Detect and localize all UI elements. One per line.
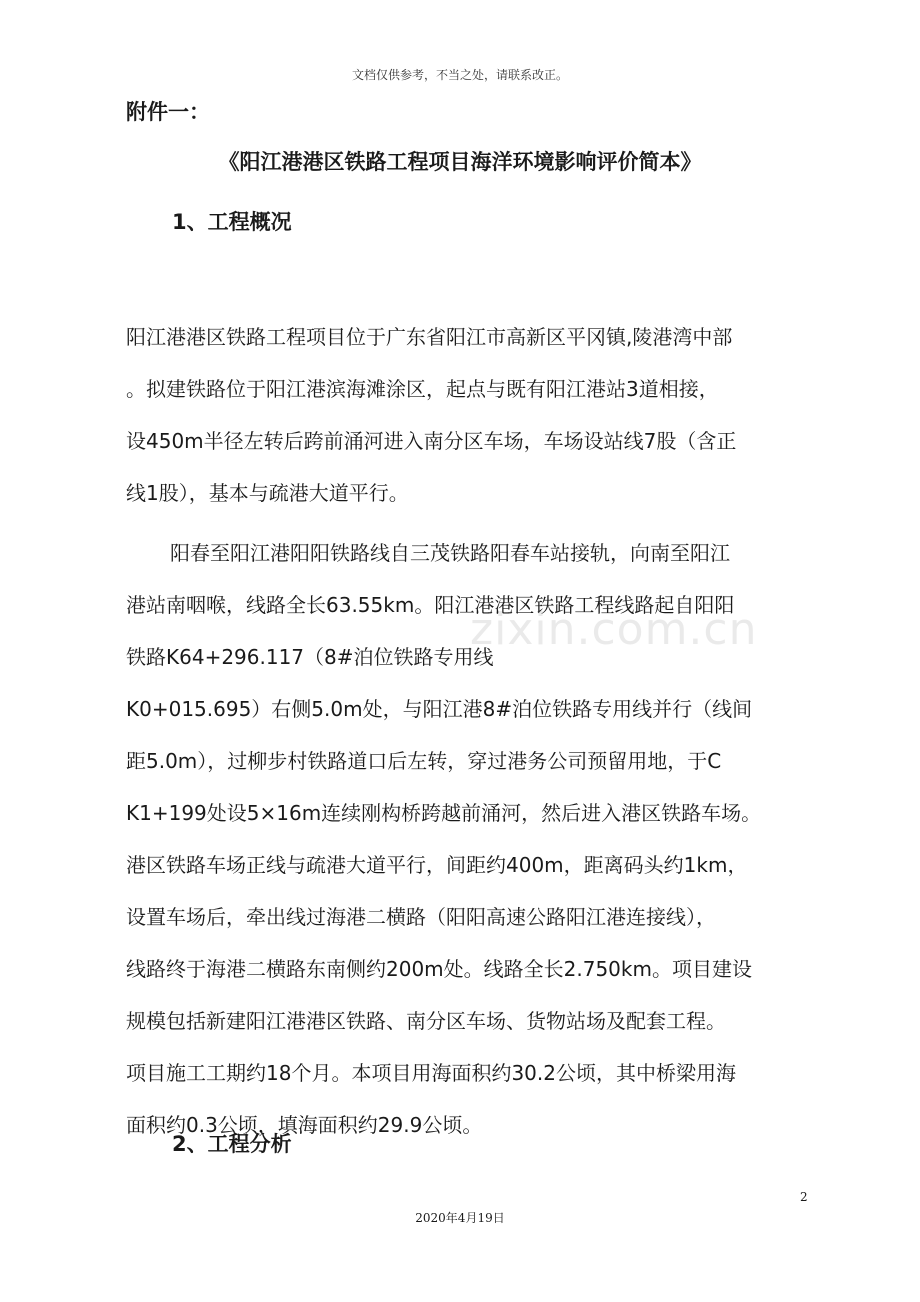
page-number: 2 — [800, 1190, 808, 1204]
attachment-label: 附件一： — [126, 100, 210, 124]
paragraph-line: 线1股），基本与疏港大道平行。 — [126, 481, 409, 505]
paragraph-line: 港区铁路车场正线与疏港大道平行，间距约400m，距离码头约1km， — [126, 853, 748, 877]
paragraph-line: K1+199处设5×16m连续刚构桥跨越前涌河，然后进入港区铁路车场。 — [126, 801, 762, 825]
paragraph-line: 距5.0m），过柳步村铁路道口后左转，穿过港务公司预留用地，于C — [126, 749, 722, 773]
paragraph-line: 面积约0.3公顷，填海面积约29.9公顷。 — [126, 1113, 483, 1137]
paragraph-line: 设置车场后，牵出线过海港二横路（阳阳高速公路阳江港连接线）， — [126, 905, 716, 929]
watermark: zixin.com.cn — [470, 604, 758, 655]
section-heading-analysis: 2、工程分析 — [172, 1132, 292, 1156]
document-title: 《阳江港港区铁路工程项目海洋环境影响评价简本》 — [218, 150, 702, 174]
paragraph-line: 规模包括新建阳江港港区铁路、南分区车场、货物站场及配套工程。 — [126, 1009, 726, 1033]
paragraph-line: 。拟建铁路位于阳江港滨海滩涂区，起点与既有阳江港站3道相接， — [126, 377, 719, 401]
section-heading-overview: 1、工程概况 — [172, 210, 292, 234]
footer-date: 2020年4月19日 — [415, 1211, 505, 1225]
paragraph-line: 设450m半径左转后跨前涌河进入南分区车场，车场设站线7股（含正 — [126, 429, 737, 453]
paragraph-line: 港站南咽喉，线路全长63.55km。阳江港港区铁路工程线路起自阳阳 — [126, 593, 735, 617]
paragraph-line: 阳春至阳江港阳阳铁路线自三茂铁路阳春车站接轨，向南至阳江 — [170, 541, 730, 565]
header-note: 文档仅供参考，不当之处，请联系改正。 — [351, 68, 568, 82]
paragraph-line: K0+015.695）右侧5.0m处，与阳江港8#泊位铁路专用线并行（线间 — [126, 697, 753, 721]
paragraph-line: 项目施工工期约18个月。本项目用海面积约30.2公顷，其中桥梁用海 — [126, 1061, 736, 1085]
paragraph-line: 阳江港港区铁路工程项目位于广东省阳江市高新区平冈镇,陵港湾中部 — [126, 325, 733, 349]
paragraph-line: 线路终于海港二横路东南侧约200m处。线路全长2.750km。项目建设 — [126, 957, 752, 981]
paragraph-overview — [126, 311, 808, 519]
paragraph-line: 铁路K64+296.117（8#泊位铁路专用线 — [126, 645, 494, 669]
